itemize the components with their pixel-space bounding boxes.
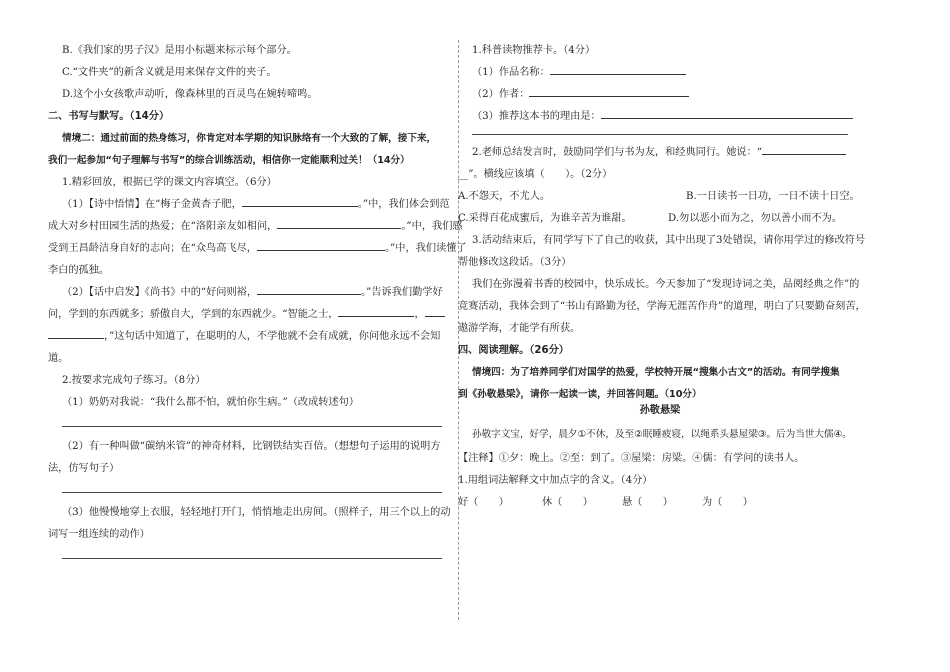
q2-2-line-1: （2）有一种叫做“碳纳米管”的神奇材料，比钢铁结实百倍。（想想句子运用的说明方 <box>62 441 441 452</box>
situation-4-line-2: 到《孙敬悬梁》，请你一起读一读，并回答问题。（10分） <box>458 389 702 400</box>
blank-1[interactable] <box>242 195 358 207</box>
q2-3-line-2: 词写一组连续的动作） <box>48 529 150 540</box>
option-d-2: D.勿以恶小而为之，勿以善小而不为。 <box>668 213 843 224</box>
story-notes: 【注释】①夕：晚上。②至：到了。③屋梁：房梁。④儒：有学问的读书人。 <box>458 453 805 464</box>
q2-1: （1）奶奶对我说：“我什么都不怕，就怕你生病。”（改成转述句） <box>62 397 360 408</box>
situation-2-line-2: 我们一起参加“句子理解与书写”的综合训练活动，相信你一定能顺利过关！（14分） <box>48 155 410 166</box>
q1-2-line-3 <box>48 326 440 347</box>
q1-2-text-b: 问，学到的东西就多；骄傲自大，学到的东西就少。“智能之士， <box>48 309 339 320</box>
option-b-2: B.一日读书一日功，一日不读十日空。 <box>686 191 860 202</box>
option-b: B.《我们家的男子汉》是用小标题来标示每个部分。 <box>62 45 297 56</box>
card-field-author <box>472 84 689 105</box>
r-q2-text-b: ”。横线应该填（ ）。（2分） <box>468 169 613 180</box>
card-field-reason <box>472 106 853 127</box>
q1-1-text-a2: 。”中，我们体会到范 <box>357 199 450 210</box>
q1-1-text-a: （1）【诗中悟情】在“梅子金黄杏子肥， <box>62 199 242 210</box>
card-title-blank[interactable] <box>550 63 686 75</box>
q1-2-line-2 <box>48 304 445 325</box>
word-wei: 为（ ） <box>702 497 753 508</box>
word-xuan: 悬（ ） <box>622 497 673 508</box>
word-xiu: 休（ ） <box>542 497 593 508</box>
q1-1-text-b: 成大对乡村田园生活的热爱；在“洛阳亲友如相问， <box>48 221 278 232</box>
q1-2-text-a: （2）【话中启发】《尚书》中的“好问则裕， <box>62 287 258 298</box>
card-field-title-label: （1）作品名称： <box>472 67 550 78</box>
card-reason-blank[interactable] <box>601 107 853 119</box>
question-1: 1.精彩回放，根据已学的课文内容填空。（6分） <box>62 177 277 188</box>
q1-2-line-4: 道。 <box>48 353 69 364</box>
word-hao: 好（ ） <box>458 497 509 508</box>
answer-line-q2-3[interactable] <box>62 558 442 559</box>
q1-1-line-2 <box>48 216 463 237</box>
question-2: 2.按要求完成句子练习。（8分） <box>62 375 206 386</box>
q1-1-text-b2: 。”中，我们感 <box>401 221 463 232</box>
option-c: C.“文件夹”的新含义就是用来保存文件的夹子。 <box>62 67 277 78</box>
situation-4-line-1: 情境四：为了培养同学们对国学的热爱，学校特开展“搜集小古文”的活动。有同学搜集 <box>472 367 840 378</box>
q1-2-text-c2: ，”这句话中知道了，在聪明的人，不学他就不会有成就，你问他永远不会知 <box>104 331 441 342</box>
q2-2-line-2: 法，仿写句子） <box>48 463 120 474</box>
blank-5[interactable] <box>338 305 414 317</box>
situation-2-line-1: 情境二：通过前面的热身练习，你肯定对本学期的知识脉络有一个大致的了解，接下来， <box>62 133 437 144</box>
r-q2-blank-tail: __ <box>458 169 469 180</box>
section-4-heading: 四、阅读理解。（26分） <box>458 345 569 356</box>
blank-3[interactable] <box>257 239 385 251</box>
card-author-blank[interactable] <box>529 85 689 97</box>
q2-3-line-1: （3）他慢慢地穿上衣服，轻轻地打开门，悄悄地走出房间。（照样子，用三个以上的动 <box>62 507 451 518</box>
q1-1-line-3 <box>48 238 467 259</box>
option-d: D.这个小女孩歌声动听，像森林里的百灵鸟在婉转啼鸣。 <box>62 89 318 100</box>
card-reason-line-2[interactable] <box>472 134 848 135</box>
option-c-2: C.采得百花成蜜后，为谁辛苦为谁甜。 <box>458 213 632 224</box>
answer-line-q2-1[interactable] <box>62 426 442 427</box>
card-field-author-label: （2）作者： <box>472 89 530 100</box>
r-question-3-line-1: 3.活动结束后，有同学写下了自己的收获，其中出现了3处错误，请你用学过的修改符号 <box>472 235 866 246</box>
blank-4[interactable] <box>257 283 361 295</box>
q1-2-line-1 <box>62 282 443 303</box>
q1-1-line-1 <box>62 194 450 215</box>
card-field-title <box>472 62 686 83</box>
r-question-3-line-3: 我们在弥漫着书香的校园中，快乐成长。今天参加了“发现诗词之美，品阅经典之作”的 <box>472 279 860 290</box>
r-question-2-line-2 <box>458 164 612 185</box>
r-question-3-line-2: 帮他修改这段话。（3分） <box>458 257 572 268</box>
q1-1-text-c2: 。”中，我们读懂了 <box>384 243 467 254</box>
blank-6[interactable] <box>425 305 445 317</box>
q1-2-text-b2: ， <box>414 309 425 320</box>
answer-line-q2-2[interactable] <box>62 492 442 493</box>
r-question-3-line-5: 遨游学海，才能学有所获。 <box>458 323 581 334</box>
option-a-2: A.不怨天，不尤人。 <box>458 191 551 202</box>
card-field-reason-label: （3）推荐这本书的理由是： <box>472 111 601 122</box>
r4-question-1: 1.用组词法解释文中加点字的含义。（4分） <box>458 475 653 486</box>
story-text: 孙敬字文宝，好学，晨夕①不休，及至②眠睡疲寝，以绳系头悬屋梁③。后为当世大儒④。 <box>472 429 852 440</box>
r-q2-text-a: 2.老师总结发言时，鼓励同学们与书为友，和经典同行。她说：“ <box>472 147 762 158</box>
q1-1-text-c: 受到王昌龄洁身自好的志向；在“众鸟高飞尽， <box>48 243 257 254</box>
r-question-1: 1.科普读物推荐卡。（4分） <box>472 45 596 56</box>
r-q2-blank[interactable] <box>762 143 846 155</box>
story-title: 孙敬悬梁 <box>639 404 681 416</box>
blank-7[interactable] <box>48 327 104 339</box>
r-question-3-line-4: 竞赛活动，我体会到了“书山有路勤为径，学海无涯苦作舟”的道理，明白了只要勤奋刻苦， <box>458 301 866 312</box>
r-question-2-line-1 <box>472 142 846 163</box>
q1-1-line-4: 李白的孤独。 <box>48 265 110 276</box>
section-2-heading: 二、书写与默写。（14分） <box>48 111 170 122</box>
blank-2[interactable] <box>277 217 401 229</box>
q1-2-text-a2: 。”告诉我们勤学好 <box>361 287 443 298</box>
